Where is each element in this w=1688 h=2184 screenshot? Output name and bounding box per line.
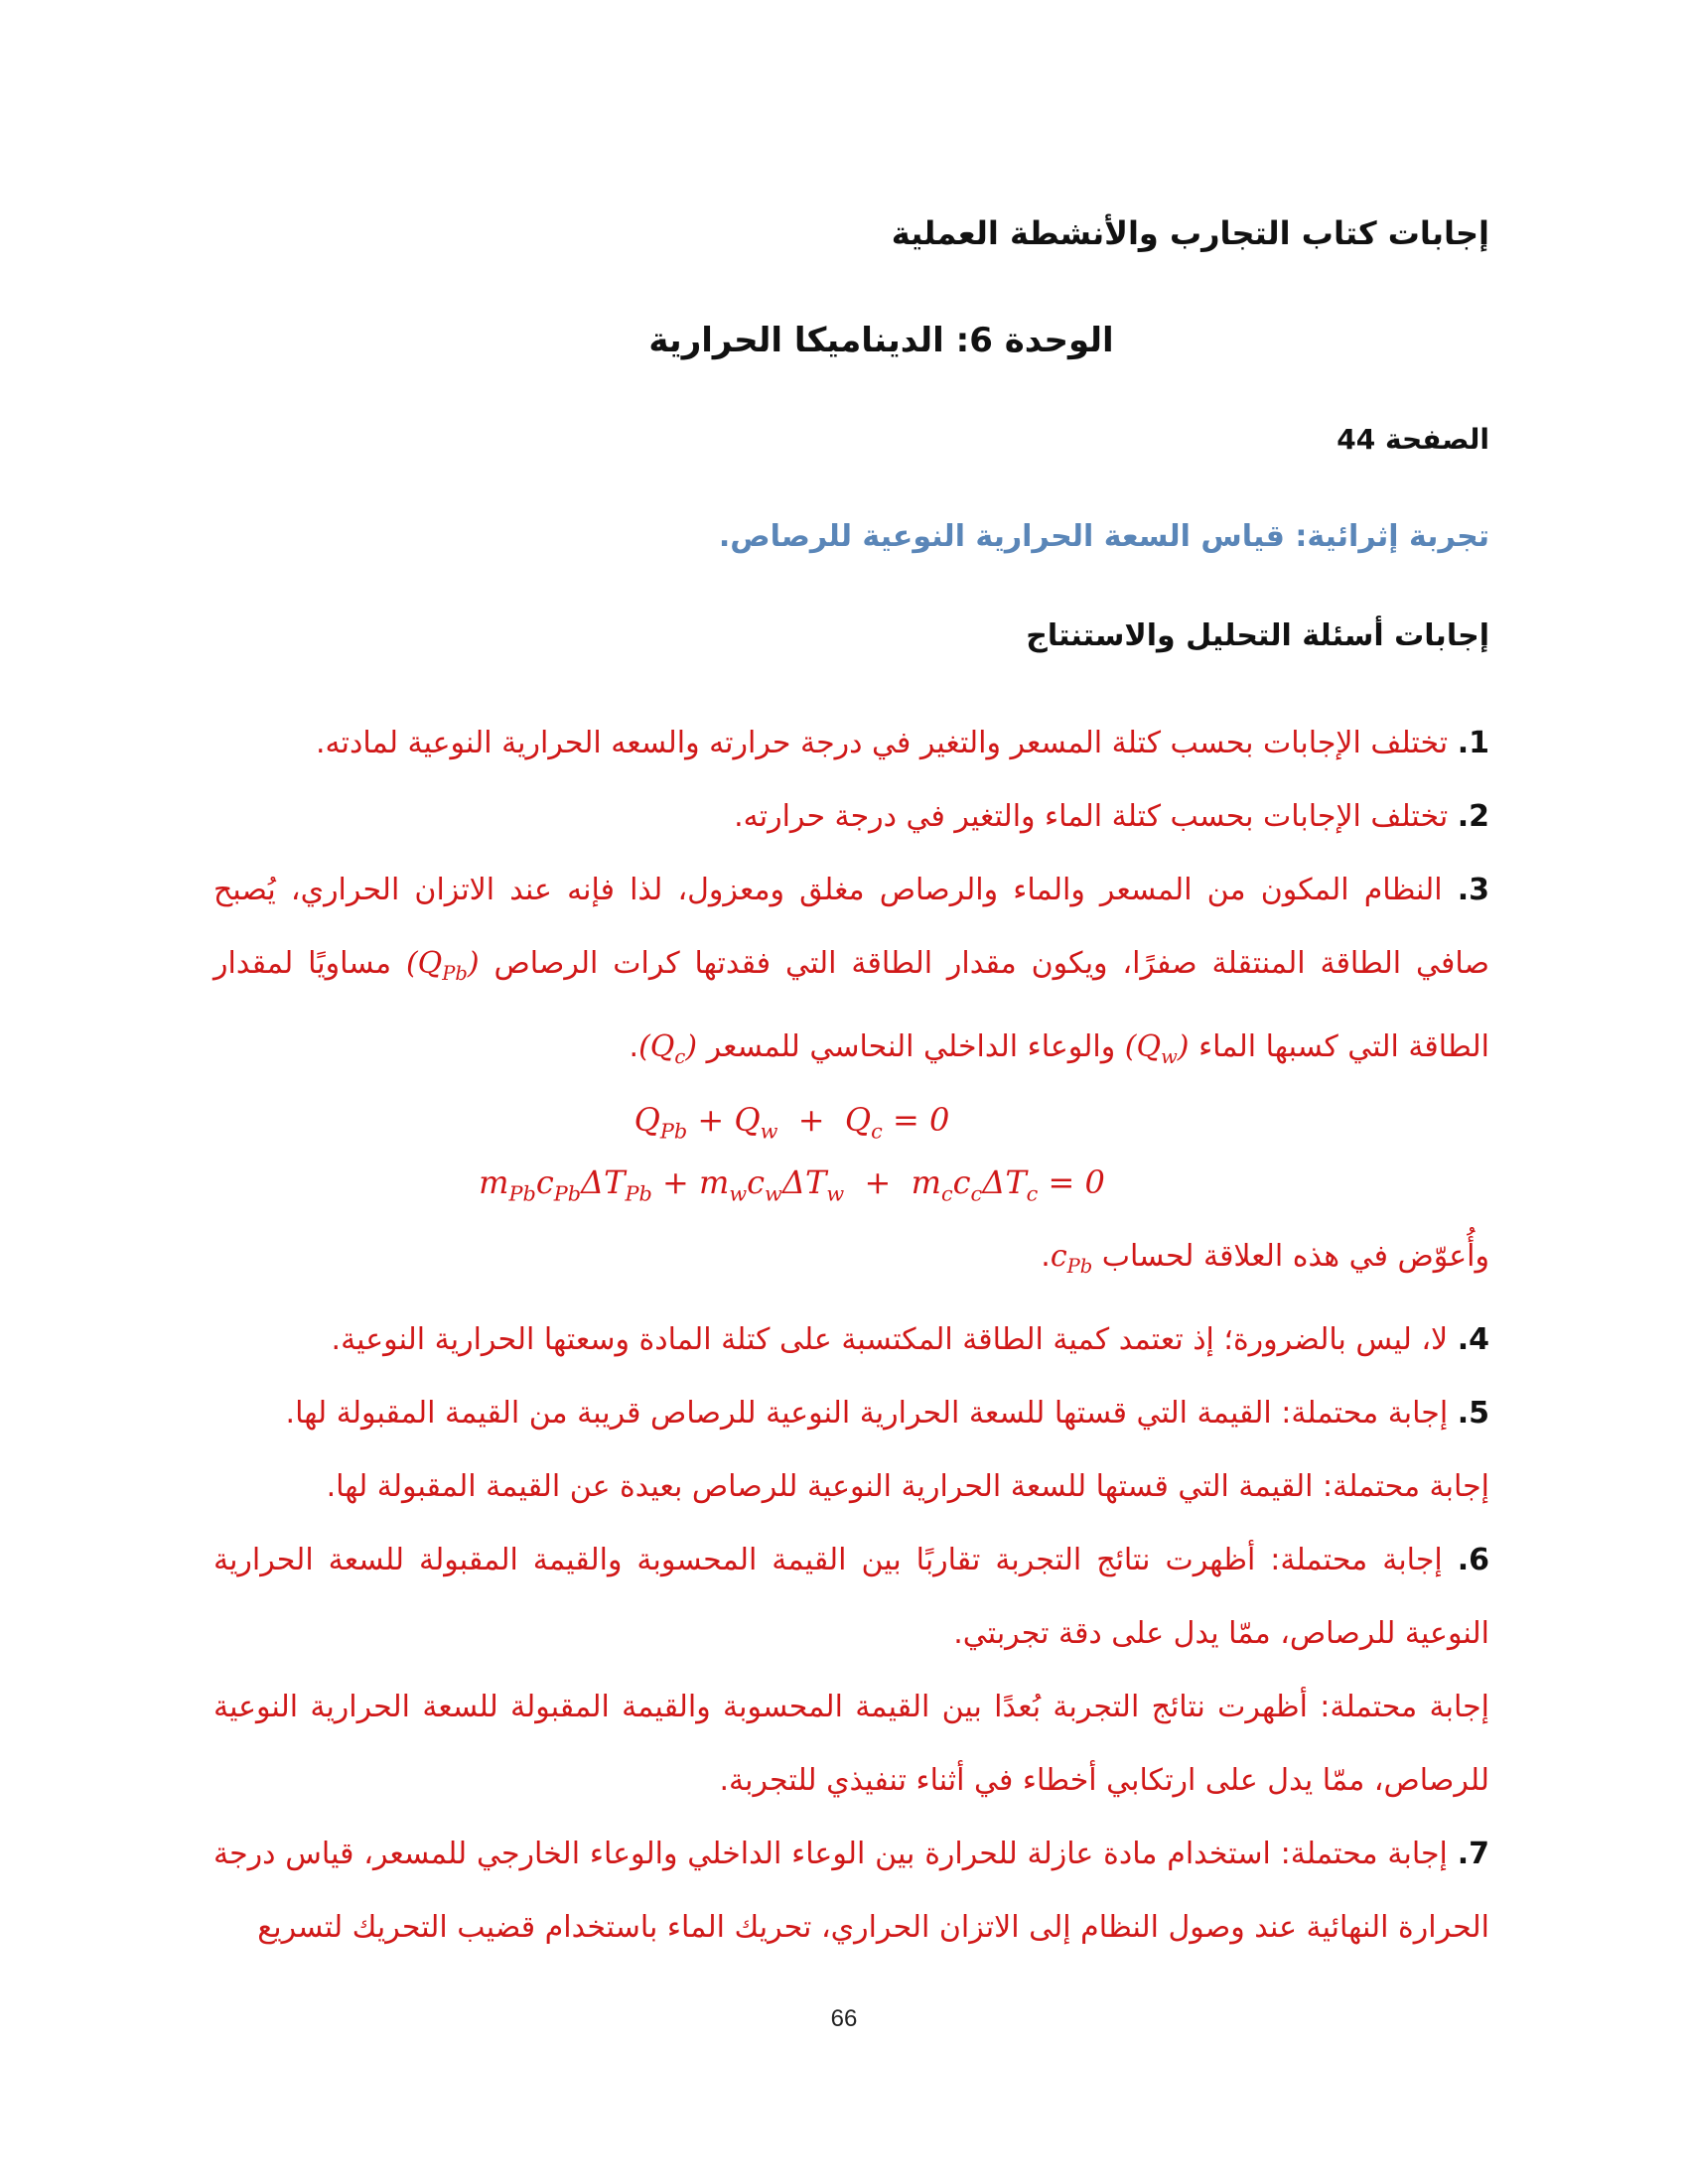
section-title: إجابات أسئلة التحليل والاستنتاج xyxy=(1026,618,1489,653)
document-title: إجابات كتاب التجارب والأنشطة العملية xyxy=(891,214,1489,252)
symbol-q-w: $(Q_w)$ xyxy=(1124,1029,1190,1068)
answer-number: 3. xyxy=(1457,873,1489,907)
answer-6 xyxy=(213,1524,1489,1671)
page-number: 66 xyxy=(830,2005,858,2032)
equation-block xyxy=(213,1094,1489,1220)
answer-5-alt xyxy=(213,1450,1489,1524)
answer-text: لا، ليس بالضرورة؛ إذ تعتمد كمية الطاقة المكتسبة على كتلة المادة وسعتها الحرارية النوعية. xyxy=(331,1321,1449,1357)
answer-text: تختلف الإجابات بحسب كتلة الماء والتغير في درجة حرارته. xyxy=(734,799,1449,834)
answer-3: 3. النظام المكون من المسعر والماء والرصاص مغلق ومعزول، لذا فإنه عند الاتزان الحراري، يُصبح صافي الطاقة المنتقلة صفرًا، ويكون مقدار الطاقة التي فقدتها كرات الرصاص $(Q_{Pb})$ مساويًا لمقدار الطاقة التي كسبها الماء $(Q_w)$ والوعاء الداخلي النحاسي للمسعر $(Q_c)$. xyxy=(213,873,1489,1068)
answer-4 xyxy=(213,1303,1489,1377)
answers-list xyxy=(213,707,1489,1965)
answer-5 xyxy=(213,1377,1489,1450)
answer-number: 7. xyxy=(1457,1836,1489,1871)
answer-text: وأُعوّض في هذه العلاقة لحساب xyxy=(1101,1238,1489,1274)
answer-text: إجابة محتملة: أظهرت نتائج التجربة بُعدًا بين القيمة المحسوبة والقيمة المقبولة للسعة الحرارية النوعية للرصاص، ممّا يدل على ارتكابي أخطاء في أثناء تنفيذي للتجربة. xyxy=(213,1689,1489,1798)
answer-number: 1. xyxy=(1457,726,1489,760)
answer-6-alt xyxy=(213,1671,1489,1818)
answer-number: 2. xyxy=(1457,799,1489,834)
symbol-c-pb: $c_{Pb}$ xyxy=(1050,1238,1093,1278)
experiment-title: تجربة إثرائية: قياس السعة الحرارية النوعية للرصاص. xyxy=(718,519,1489,554)
answer-text: إجابة محتملة: القيمة التي قستها للسعة الحرارية النوعية للرصاص بعيدة عن القيمة المقبولة لها. xyxy=(326,1468,1489,1504)
answer-2 xyxy=(213,780,1489,854)
answer-text: إجابة محتملة: القيمة التي قستها للسعة الحرارية النوعية للرصاص قريبة من القيمة المقبولة لها. xyxy=(285,1395,1449,1431)
answer-3-note: وأُعوّض في هذه العلاقة لحساب $c_{Pb}$. xyxy=(1041,1238,1489,1278)
page-content xyxy=(213,199,1489,1965)
answer-1 xyxy=(213,707,1489,780)
page-label: الصفحة 44 xyxy=(1336,423,1489,456)
answer-text: إجابة محتملة: استخدام مادة عازلة للحرارة بين الوعاء الداخلي والوعاء الخارجي للمسعر، قياس درجة الحرارة النهائية عند وصول النظام إلى الاتزان الحراري، تحريك الماء باستخدام قضيب التحريك لتسريع xyxy=(213,1836,1489,1945)
symbol-q-c: $(Q_c)$ xyxy=(638,1029,698,1068)
answer-7 xyxy=(213,1818,1489,1965)
equation-1: $Q_{Pb} + Q_w + Q_c = 0$ xyxy=(633,1101,950,1144)
answer-text: مساويًا لمقدار الطاقة التي كسبها الماء xyxy=(213,946,1489,1064)
answer-text: إجابة محتملة: أظهرت نتائج التجربة تقاربًا بين القيمة المحسوبة والقيمة المقبولة للسعة الحرارية النوعية للرصاص، ممّا يدل على دقة تجربتي. xyxy=(213,1542,1489,1651)
answer-number: 6. xyxy=(1457,1542,1490,1577)
answer-number: 5. xyxy=(1457,1395,1489,1431)
answer-text: النظام المكون من المسعر والماء والرصاص مغلق ومعزول، لذا فإنه عند الاتزان الحراري، يُصبح صافي الطاقة المنتقلة صفرًا، ويكون مقدار الطاقة التي فقدتها كرات الرصاص xyxy=(213,873,1489,981)
answer-text: والوعاء الداخلي النحاسي للمسعر xyxy=(706,1029,1116,1064)
symbol-q-pb: $(Q_{Pb})$ xyxy=(405,946,480,985)
answer-text: تختلف الإجابات بحسب كتلة المسعر والتغير في درجة حرارته والسعه الحرارية النوعية لمادته. xyxy=(316,726,1449,760)
unit-title: الوحدة 6: الديناميكا الحرارية xyxy=(648,321,1114,360)
answer-number: 4. xyxy=(1457,1321,1489,1357)
equation-2: $m_{Pb}c_{Pb}\Delta T_{Pb} + m_wc_w\Delta T_w + m_cc_c\Delta T_c = 0$ xyxy=(479,1163,1105,1206)
